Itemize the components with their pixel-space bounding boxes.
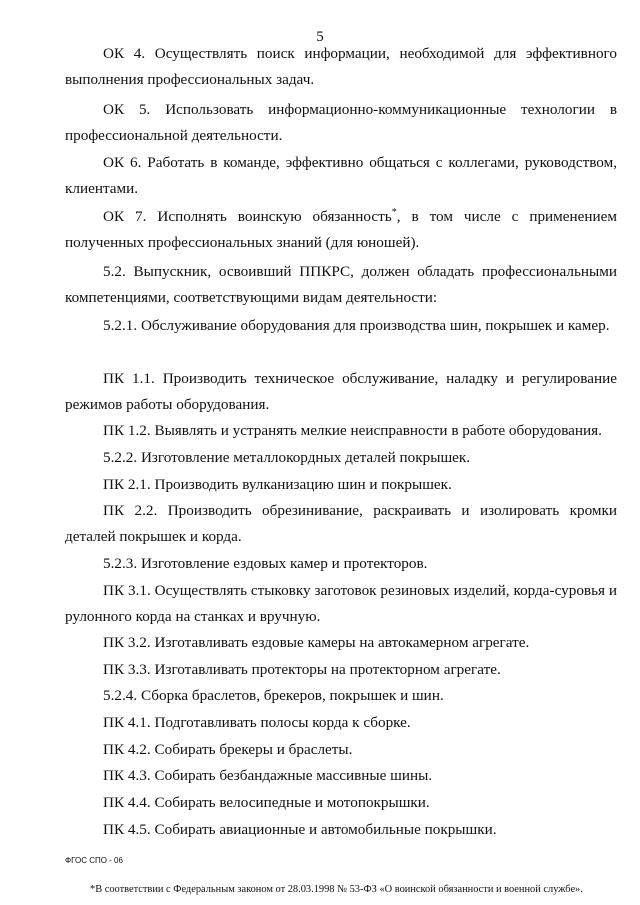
line-pk-4-1: ПК 4.1. Подготавливать полосы корда к сборке.	[103, 714, 411, 731]
line-pk-4-5: ПК 4.5. Собирать авиационные и автомобильные покрышки.	[103, 821, 497, 838]
paragraph-ok4: ОК 4. Осуществлять поиск информации, необходимой для эффективного выполнения профессиональных задач.	[65, 45, 617, 88]
line-pk-4-4: ПК 4.4. Собирать велосипедные и мотопокрышки.	[103, 794, 430, 811]
paragraph-ok7-rest: в том числе с применением полученных профессиональных знаний (для юношей).	[65, 208, 617, 251]
paragraph-pk-2-2: ПК 2.2. Производить обрезинивание, раскраивать и изолировать кромки деталей покрышек и корда.	[65, 502, 617, 545]
line-pk-3-3: ПК 3.3. Изготавливать протекторы на протекторном агрегате.	[103, 661, 501, 678]
paragraph-pk-3-1: ПК 3.1. Осуществлять стыковку заготовок резиновых изделий, корда-суровья и рулонного корда на станках и вручную.	[65, 582, 617, 625]
line-pk-1-2: ПК 1.2. Выявлять и устранять мелкие неисправности в работе оборудования.	[103, 422, 602, 439]
line-pk-2-1: ПК 2.1. Производить вулканизацию шин и покрышек.	[103, 476, 452, 493]
paragraph-ok5: ОК 5. Использовать информационно-коммуникационные технологии в профессиональной деятельности.	[65, 101, 617, 144]
line-pk-4-3: ПК 4.3. Собирать безбандажные массивные шины.	[103, 767, 433, 784]
footnote: *В соответствии с Федеральным законом от 28.03.1998 № 53-ФЗ «О воинской обязанности и военной службе».	[90, 884, 583, 895]
line-5-2-4: 5.2.4. Сборка браслетов, брекеров, покрышек и шин.	[103, 687, 444, 704]
footnote-mark: *	[391, 206, 397, 218]
paragraph-pk-1-1: ПК 1.1. Производить техническое обслуживание, наладку и регулирование режимов работы оборудования.	[65, 370, 617, 413]
line-pk-4-2: ПК 4.2. Собирать брекеры и браслеты.	[103, 741, 353, 758]
line-pk-3-2: ПК 3.2. Изготавливать ездовые камеры на автокамерном агрегате.	[103, 634, 530, 651]
paragraph-5-2: 5.2. Выпускник, освоивший ППКРС, должен обладать профессиональными компетенциями, соответствующими видам деятельности:	[65, 263, 617, 306]
line-5-2-2: 5.2.2. Изготовление металлокордных деталей покрышек.	[103, 449, 471, 466]
page-number: 5	[316, 29, 324, 45]
paragraph-ok7: ОК 7. Исполнять воинскую обязанность*, в том числе с применением полученных профессиональных знаний (для юношей).	[65, 206, 617, 251]
footer-code: ФГОС СПО - 06	[65, 856, 123, 865]
line-5-2-3: 5.2.3. Изготовление ездовых камер и протекторов.	[103, 555, 428, 572]
paragraph-ok6: ОК 6. Работать в команде, эффективно общаться с коллегами, руководством, клиентами.	[65, 154, 617, 197]
paragraph-ok7-text: ОК 7. Исполнять воинскую обязанность	[103, 208, 392, 225]
paragraph-5-2-1: 5.2.1. Обслуживание оборудования для производства шин, покрышек и камер.	[103, 317, 610, 334]
